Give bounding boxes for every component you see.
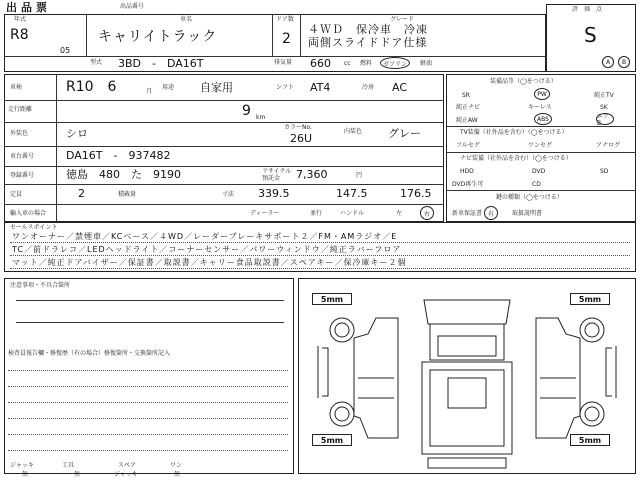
plate-label: 登録番号 [10, 172, 35, 179]
inspection-unit: 月 [146, 88, 153, 95]
purchase-parallel: 並行 [310, 210, 323, 217]
lot-label: 出品番号 [120, 3, 145, 10]
tread-label-rr: 5mm [570, 434, 610, 446]
tv-fullseg: フルセグ [456, 142, 480, 149]
manual-label: 取扱説明書 [512, 210, 543, 217]
ac-value: AC [392, 81, 408, 94]
handle-right-selected: 右 [420, 206, 434, 220]
nav-title: ナビ装備（社外品を含む）（◯をつける） [460, 155, 572, 162]
wheel-fl-icon [330, 318, 354, 342]
chassis-label: 車台番号 [10, 153, 35, 160]
equipment-title: 装備品等（◯をつける） [490, 78, 557, 85]
wheel-rr-icon [580, 402, 604, 426]
eq-aw: 純正AW [456, 117, 478, 124]
eq-abs-circled: ABS [534, 113, 552, 125]
year-value: R8 [10, 27, 29, 43]
mileage-unit: km [256, 114, 266, 121]
eq-sr: SR [462, 92, 470, 99]
doors-value: 2 [282, 31, 291, 47]
exchange-title: 検査員報告欄・修復歴（有の場合）修復箇所・交換箇所記入 [8, 350, 171, 357]
nav-cd: CD [532, 181, 541, 188]
dims-label: 寸法 [222, 191, 235, 198]
usage-value: 自家用 [200, 81, 233, 94]
interior-label: 内装色 [344, 128, 363, 135]
grade-line1: ４ＷＤ 保冷車 冷凍 [308, 23, 428, 36]
mileage-label: 走行距離 [8, 106, 33, 113]
nav-dvd: DVD [532, 168, 546, 175]
tv-title: TV装備（社外品を含む）（◯をつける） [460, 129, 568, 136]
mileage-value: 9 [242, 103, 251, 119]
year-sub-value: 05 [60, 46, 71, 55]
inspection-label: 車検 [10, 84, 23, 91]
tread-label-fl: 5mm [312, 293, 352, 305]
inspection-value: R10 6 [66, 79, 117, 95]
plate-value: 徳島 480 た 9190 [66, 168, 181, 181]
bottom-value-2: ジャッキ [114, 471, 138, 478]
sales-line-3: マット／純正ドアバイザー／保証書／取説書／キャリー食品取説書／スペアキー／保冷庫キー２個 [12, 258, 407, 267]
specs-frame [4, 74, 444, 222]
displacement-label: 排気量 [274, 59, 293, 66]
warranty-has: 有 [484, 206, 498, 220]
bottom-header-spare: スペア [118, 462, 137, 469]
key-title: 鍵の種類（◯をつける） [496, 194, 563, 201]
eq-keyless: キーレス [528, 104, 552, 111]
notes-title: 注意事項・不具合箇所 [10, 282, 71, 289]
fuel-diesel: 軽油 [420, 60, 433, 67]
height-value: 176.5 [400, 187, 432, 200]
header-label-grade: グレード [390, 16, 415, 23]
nav-dvdplay: DVD再生可 [452, 181, 484, 188]
header-label-carname: 車名 [180, 16, 193, 23]
tv-oneseg: ワンセグ [528, 142, 553, 149]
tread-label-fr: 5mm [570, 293, 610, 305]
bottom-value-3: 無 [174, 471, 181, 478]
color-no-label: カラーNo. [284, 124, 312, 131]
recycle-unit: 円 [356, 172, 363, 179]
recycle-label: リサイクル預託金 [262, 168, 292, 182]
width-value: 147.5 [336, 187, 368, 200]
fuel-label: 燃料 [360, 60, 373, 67]
sales-points-title: セールスポイント [10, 224, 58, 231]
color-no-value: 26U [290, 132, 313, 145]
sheet-title: 出品票 [6, 1, 51, 14]
load-label: 積載量 [118, 191, 137, 198]
purchase-dealer: ディーラー [250, 210, 280, 217]
grade-circle-icon: A [602, 56, 614, 68]
handle-label: ハンドル [340, 210, 365, 217]
grade-score-label: 評価点 [572, 6, 609, 13]
model-label: 型式 [90, 59, 103, 66]
car-name-value: キャリイトラック [98, 29, 218, 45]
eq-navi: 純正ナビ [456, 104, 481, 111]
fuel-gasoline: ガソリン [380, 57, 410, 69]
header-label-year: 年式 [14, 16, 27, 23]
wheel-rl-icon [330, 402, 354, 426]
nav-hdd: HDD [460, 168, 474, 175]
capacity-value: 2 [78, 187, 85, 200]
eq-pw-circled: PW [534, 88, 550, 100]
sales-line-1: ワンオーナー／禁煙車／KCベース／４WD／レーダーブレーキサポート２／FM・AMラジオ／E [12, 232, 398, 241]
bottom-header-jack: ジャッキ [10, 462, 34, 469]
header-label-doors: ドア数 [276, 16, 294, 23]
nav-sd: SD [600, 168, 609, 175]
tread-label-rl: 5mm [312, 434, 352, 446]
shift-label: シフト [276, 84, 295, 91]
color-value: シロ [66, 127, 88, 140]
cc-unit: cc [344, 60, 351, 67]
eq-airbag-circled: エアB [596, 113, 614, 125]
eq-tv: 純正TV [594, 92, 614, 99]
bottom-value-1: 無 [74, 471, 81, 478]
wheel-fr-icon [580, 318, 604, 342]
grade-score-value: S [584, 23, 597, 47]
shift-value: AT4 [310, 81, 331, 94]
tv-analog: アナログ [596, 142, 621, 149]
usage-label: 用途 [162, 84, 175, 91]
grade-line2: 両側スライドドア仕様 [308, 36, 428, 49]
ac-label: 冷房 [362, 84, 375, 91]
model-value: 3BD - DA16T [118, 57, 204, 70]
bottom-header-tool: 工具 [62, 462, 75, 469]
eq-sk: SK [600, 104, 608, 111]
handle-left: 左 [396, 210, 403, 217]
sales-line-2: TC／前ドラレコ／LEDヘッドライト／コーナーセンサー／パワーウィンドウ／純正ラバーフロア [12, 245, 402, 254]
warranty-label: 新車保証書 [452, 210, 483, 217]
recycle-value: 7,360 [296, 168, 328, 181]
notes-frame [4, 278, 294, 474]
displacement-value: 660 [310, 57, 331, 70]
color-label: 外装色 [10, 130, 29, 137]
bottom-header-one: ワン [170, 462, 183, 469]
purchase-label: 輸入車の場合 [10, 210, 47, 217]
interior-value: グレー [388, 127, 421, 140]
truck-diagram [298, 278, 636, 474]
grade-circle-b-icon: B [618, 56, 630, 68]
capacity-label: 定員 [10, 191, 23, 198]
bottom-value-0: 無 [22, 471, 29, 478]
length-value: 339.5 [258, 187, 290, 200]
chassis-value: DA16T - 937482 [66, 149, 171, 162]
